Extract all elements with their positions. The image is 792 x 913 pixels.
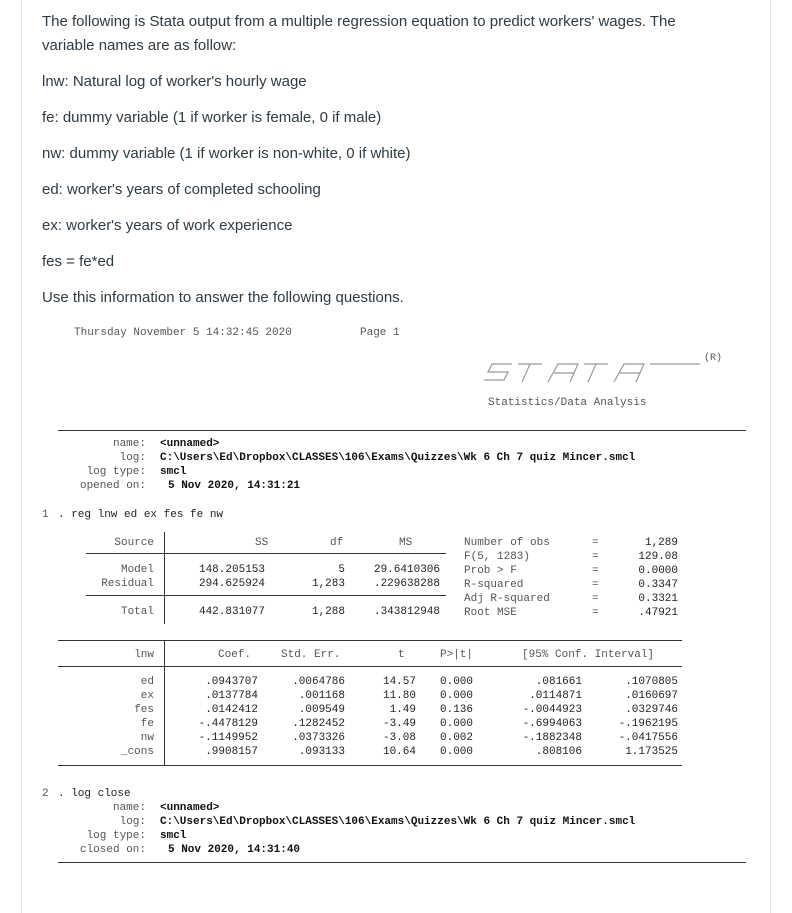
coef-row-t: -3.49 <box>382 718 416 730</box>
coef-row-var: fes <box>134 704 154 716</box>
close-type-label: log type: <box>86 830 146 842</box>
coef-row-ci-high: -.1962195 <box>618 718 678 730</box>
anova-model-label: Model <box>120 564 154 576</box>
coef-row-t: 14.57 <box>382 676 416 688</box>
coef-header-var: lnw <box>134 649 154 661</box>
stat-eq: = <box>592 593 599 605</box>
close-log-label: log: <box>119 816 146 828</box>
stat-label: Adj R-squared <box>464 593 550 605</box>
anova-divider <box>164 532 165 624</box>
anova-header-rule <box>86 553 446 554</box>
definition-ex: ex: worker's years of work experience <box>42 217 293 234</box>
stat-label: R-squared <box>464 579 524 591</box>
open-name-label: name: <box>112 438 146 450</box>
coef-row-p: 0.136 <box>440 704 474 716</box>
coef-row-ci-low: -.0044923 <box>522 704 582 716</box>
anova-header-df: df <box>330 537 344 549</box>
close-type-value: smcl <box>160 830 187 842</box>
coef-row-ci-high: -.0417556 <box>618 732 678 744</box>
coef-row-t: -3.08 <box>382 732 416 744</box>
coef-row-coef: .0943707 <box>205 676 258 688</box>
anova-total-ss: 442.831077 <box>198 606 265 618</box>
stata-logo-icon <box>478 356 708 396</box>
close-name-value: <unnamed> <box>160 802 220 814</box>
stat-label: F(5, 1283) <box>464 551 531 563</box>
anova-model-ss: 148.205153 <box>198 564 265 576</box>
stat-value: 0.3321 <box>638 593 678 605</box>
coef-row-se: .093133 <box>298 746 345 758</box>
coef-row-t: 10.64 <box>382 746 416 758</box>
stata-page-label: Page 1 <box>360 327 400 339</box>
coef-row-coef: -.1149952 <box>198 732 258 744</box>
open-name-value: <unnamed> <box>160 438 220 450</box>
anova-residual-label: Residual <box>101 578 154 590</box>
stata-subtitle: Statistics/Data Analysis <box>488 397 647 409</box>
anova-model-ms: 29.6410306 <box>373 564 440 576</box>
coef-header-rule <box>58 666 682 667</box>
coef-header-se: Std. Err. <box>281 649 341 661</box>
coef-row-se: .001168 <box>298 690 345 702</box>
stat-eq: = <box>592 579 599 591</box>
command1-number: 1 <box>42 509 49 521</box>
stat-value: 0.0000 <box>638 565 678 577</box>
coef-row-coef: .0137784 <box>205 690 258 702</box>
stat-value: .47921 <box>638 607 678 619</box>
stata-registered-mark: (R) <box>704 353 723 364</box>
coef-row-se: .009549 <box>298 704 345 716</box>
coef-row-var: _cons <box>120 746 154 758</box>
coef-header-t: t <box>398 649 405 661</box>
coef-row-ci-high: .0160697 <box>625 690 678 702</box>
command2-number: 2 <box>42 788 49 800</box>
coef-header-ci: [95% Conf. Interval] <box>522 649 655 661</box>
coef-row-p: 0.000 <box>440 676 474 688</box>
anova-header-source: Source <box>114 537 154 549</box>
definition-ed: ed: worker's years of completed schooling <box>42 181 321 198</box>
anova-header-ss: SS <box>255 537 269 549</box>
stat-value: 1,289 <box>644 537 678 549</box>
definition-fes: fes = fe*ed <box>42 253 115 270</box>
open-opened-value: 5 Nov 2020, 14:31:21 <box>168 480 301 492</box>
definition-fe: fe: dummy variable (1 if worker is female, 0 if male) <box>42 109 382 126</box>
coef-row-coef: .0142412 <box>205 704 258 716</box>
coef-row-ci-low: .808106 <box>535 746 582 758</box>
open-log-label: log: <box>119 452 146 464</box>
coef-row-p: 0.000 <box>440 746 474 758</box>
command1-text: . reg lnw ed ex fes fe nw <box>58 509 224 521</box>
anova-residual-df: 1,283 <box>311 578 345 590</box>
coef-bottom-rule <box>58 765 682 766</box>
coef-row-var: ed <box>140 676 154 688</box>
coef-row-t: 1.49 <box>389 704 416 716</box>
anova-residual-ss: 294.625924 <box>198 578 265 590</box>
stat-label: Number of obs <box>464 537 550 549</box>
coef-header-coef: Coef. <box>218 649 252 661</box>
coef-row-ci-high: .0329746 <box>625 704 678 716</box>
close-closed-label: closed on: <box>79 844 146 856</box>
open-opened-label: opened on: <box>79 480 146 492</box>
close-closed-value: 5 Nov 2020, 14:31:40 <box>168 844 301 856</box>
coef-row-p: 0.000 <box>440 690 474 702</box>
coef-row-var: ex <box>140 690 154 702</box>
anova-residual-ms: .229638288 <box>373 578 440 590</box>
coef-divider <box>164 641 165 765</box>
log-bottom-rule <box>58 862 746 863</box>
coef-header-p: P>|t| <box>440 649 474 661</box>
anova-total-ms: .343812948 <box>373 606 440 618</box>
right-border <box>770 0 771 913</box>
stat-eq: = <box>592 565 599 577</box>
coef-row-coef: -.4478129 <box>198 718 258 730</box>
anova-total-rule <box>86 595 446 596</box>
open-type-value: smcl <box>160 466 187 478</box>
coef-row-ci-low: .0114871 <box>529 690 582 702</box>
coef-row-coef: .9908157 <box>205 746 258 758</box>
definition-lnw: lnw: Natural log of worker's hourly wage <box>42 73 307 90</box>
stata-date: Thursday November 5 14:32:45 2020 <box>74 327 292 339</box>
left-border <box>21 0 22 913</box>
coef-row-ci-low: -.6994063 <box>522 718 582 730</box>
close-name-label: name: <box>112 802 146 814</box>
coef-row-p: 0.002 <box>440 732 474 744</box>
open-log-value: C:\Users\Ed\Dropbox\CLASSES\106\Exams\Quizzes\Wk 6 Ch 7 quiz Mincer.smcl <box>160 452 636 464</box>
coef-row-se: .0064786 <box>292 676 345 688</box>
stat-eq: = <box>592 607 599 619</box>
anova-total-df: 1,288 <box>311 606 345 618</box>
instruction-text: Use this information to answer the following questions. <box>42 289 404 306</box>
coef-row-se: .1282452 <box>292 718 345 730</box>
coef-row-se: .0373326 <box>292 732 345 744</box>
stat-value: 0.3347 <box>638 579 678 591</box>
stat-label: Prob > F <box>464 565 517 577</box>
open-type-label: log type: <box>86 466 146 478</box>
command2-text: . log close <box>58 788 131 800</box>
stat-eq: = <box>592 551 599 563</box>
definition-nw: nw: dummy variable (1 if worker is non-white, 0 if white) <box>42 145 411 162</box>
anova-model-df: 5 <box>338 564 345 576</box>
coef-row-ci-high: .1070805 <box>625 676 678 688</box>
coef-row-var: fe <box>140 718 154 730</box>
close-log-value: C:\Users\Ed\Dropbox\CLASSES\106\Exams\Quizzes\Wk 6 Ch 7 quiz Mincer.smcl <box>160 816 636 828</box>
coef-row-p: 0.000 <box>440 718 474 730</box>
anova-total-label: Total <box>120 606 154 618</box>
coef-row-ci-high: 1.173525 <box>625 746 678 758</box>
anova-header-ms: MS <box>399 537 413 549</box>
stat-label: Root MSE <box>464 607 517 619</box>
coef-top-rule <box>58 640 682 641</box>
intro-text: The following is Stata output from a multiple regression equation to predict workers' wages. The variable names are as follow: <box>42 13 676 54</box>
coef-row-t: 11.80 <box>382 690 416 702</box>
stat-eq: = <box>592 537 599 549</box>
coef-row-ci-low: -.1882348 <box>522 732 582 744</box>
coef-row-ci-low: .081661 <box>535 676 582 688</box>
coef-row-var: nw <box>140 732 154 744</box>
stat-value: 129.08 <box>638 551 678 563</box>
log-top-rule <box>58 430 746 431</box>
